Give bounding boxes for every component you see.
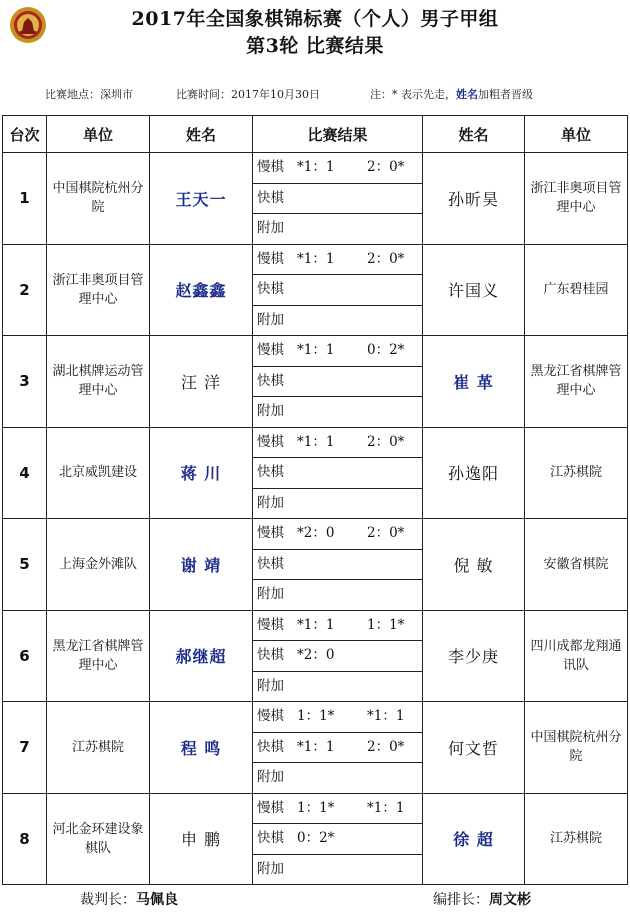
unit-right: 江苏棋院 [525, 427, 628, 519]
score-second: *1：1 [367, 799, 405, 816]
game-type-label: 慢棋 [257, 708, 284, 724]
legend-note: 注：* 表示先走，姓名加粗者晋级 [370, 88, 533, 101]
game-type-label: 附加 [257, 403, 284, 419]
player-right: 崔 革 [423, 336, 525, 428]
result-line [253, 275, 422, 306]
result-line [253, 428, 422, 459]
unit-left: 黑龙江省棋牌管理中心 [47, 610, 150, 702]
table-row [3, 610, 628, 702]
game-type-label: 慢棋 [257, 159, 284, 175]
result-line [253, 550, 422, 581]
header-name-left: 姓名 [150, 116, 253, 153]
game-type-label: 附加 [257, 586, 284, 602]
score-first: *2：0 [297, 525, 335, 541]
unit-left: 江苏棋院 [47, 702, 150, 794]
score-second: 2：0* [367, 738, 405, 755]
result-cell [253, 702, 423, 794]
game-type-label: 附加 [257, 769, 284, 785]
score-first: 1：1* [297, 799, 335, 816]
table-row [3, 519, 628, 611]
board-number: 6 [3, 610, 47, 702]
header-unit-left: 单位 [47, 116, 150, 153]
game-type-label: 快棋 [257, 555, 284, 572]
chief-referee: 裁判长：马佩良 [80, 892, 178, 908]
score-first: 1：1* [297, 708, 335, 724]
result-line [253, 214, 422, 244]
result-line [253, 397, 422, 427]
player-left: 赵鑫鑫 [150, 244, 253, 336]
score-second: 2：0* [367, 525, 405, 541]
game-type-label: 快棋 [257, 189, 284, 206]
header-unit-right: 单位 [525, 116, 628, 153]
score-second: 1：1* [367, 616, 405, 633]
chief-scheduler: 编排长：周文彬 [433, 892, 531, 908]
board-number: 4 [3, 427, 47, 519]
result-line [253, 336, 422, 367]
result-line [253, 855, 422, 885]
table-row [3, 153, 628, 245]
player-left: 汪 洋 [150, 336, 253, 428]
unit-right: 广东碧桂园 [525, 244, 628, 336]
game-type-label: 快棋 [257, 830, 284, 846]
game-type-label: 快棋 [257, 647, 284, 663]
game-type-label: 慢棋 [257, 342, 284, 358]
result-line [253, 641, 422, 672]
board-number: 1 [3, 153, 47, 245]
table-row [3, 702, 628, 794]
player-right: 何文哲 [423, 702, 525, 794]
header-board: 台次 [3, 116, 47, 153]
result-line [253, 763, 422, 793]
unit-right: 浙江非奥项目管理中心 [525, 153, 628, 245]
player-left: 谢 靖 [150, 519, 253, 611]
game-type-label: 慢棋 [257, 799, 284, 816]
header-name-right: 姓名 [423, 116, 525, 153]
player-left: 申 鹏 [150, 793, 253, 885]
results-table [2, 115, 628, 885]
score-second: *1：1 [367, 708, 405, 724]
table-row [3, 793, 628, 885]
game-type-label: 快棋 [257, 281, 284, 297]
score-first: *1：1 [297, 616, 335, 633]
game-type-label: 附加 [257, 311, 284, 328]
score-second: 2：0* [367, 433, 405, 450]
score-second: 0：2* [367, 342, 405, 358]
player-right: 徐 超 [423, 793, 525, 885]
result-line [253, 824, 422, 855]
board-number: 8 [3, 793, 47, 885]
game-type-label: 慢棋 [257, 616, 284, 633]
player-right: 李少庚 [423, 610, 525, 702]
table-row [3, 427, 628, 519]
header-result: 比赛结果 [253, 116, 423, 153]
table-header-row [3, 116, 628, 153]
result-line [253, 306, 422, 336]
board-number: 3 [3, 336, 47, 428]
game-type-label: 慢棋 [257, 433, 284, 450]
game-type-label: 附加 [257, 677, 284, 694]
time-info: 比赛时间：2017年10月30日 [176, 88, 320, 101]
board-number: 5 [3, 519, 47, 611]
result-line [253, 458, 422, 489]
score-first: 0：2* [297, 830, 335, 846]
player-left: 郝继超 [150, 610, 253, 702]
venue-info: 比赛地点：深圳市 [45, 88, 133, 101]
unit-right: 中国棋院杭州分院 [525, 702, 628, 794]
score-first: *2：0 [297, 647, 335, 663]
result-line [253, 184, 422, 215]
result-cell [253, 610, 423, 702]
result-line [253, 519, 422, 550]
game-type-label: 附加 [257, 220, 284, 236]
game-type-label: 快棋 [257, 738, 284, 755]
unit-left: 河北金环建设象棋队 [47, 793, 150, 885]
game-type-label: 附加 [257, 494, 284, 511]
unit-left: 湖北棋牌运动管理中心 [47, 336, 150, 428]
score-first: *1：1 [297, 738, 335, 755]
score-second: 2：0* [367, 159, 405, 175]
score-first: *1：1 [297, 159, 335, 175]
page-title: 2017年全国象棋锦标赛（个人）男子甲组 [131, 8, 499, 30]
result-line [253, 794, 422, 825]
score-first: *1：1 [297, 433, 335, 450]
player-left: 程 鸣 [150, 702, 253, 794]
player-right: 许国义 [423, 244, 525, 336]
result-line [253, 580, 422, 610]
result-line [253, 611, 422, 642]
unit-left: 北京威凯建设 [47, 427, 150, 519]
result-cell [253, 427, 423, 519]
table-row [3, 244, 628, 336]
game-type-label: 慢棋 [257, 525, 284, 541]
result-cell [253, 153, 423, 245]
result-line [253, 489, 422, 519]
player-right: 孙昕昊 [423, 153, 525, 245]
result-cell [253, 519, 423, 611]
result-line [253, 153, 422, 184]
result-line [253, 733, 422, 764]
score-first: *1：1 [297, 250, 335, 267]
unit-right: 江苏棋院 [525, 793, 628, 885]
unit-right: 黑龙江省棋牌管理中心 [525, 336, 628, 428]
board-number: 7 [3, 702, 47, 794]
game-type-label: 慢棋 [257, 250, 284, 267]
result-cell [253, 336, 423, 428]
player-right: 孙逸阳 [423, 427, 525, 519]
round-title: 第3轮 比赛结果 [246, 35, 384, 57]
player-right: 倪 敏 [423, 519, 525, 611]
unit-left: 中国棋院杭州分院 [47, 153, 150, 245]
game-type-label: 附加 [257, 860, 284, 877]
unit-right: 安徽省棋院 [525, 519, 628, 611]
result-line [253, 245, 422, 276]
player-left: 蒋 川 [150, 427, 253, 519]
result-line [253, 672, 422, 702]
unit-right: 四川成都龙翔通讯队 [525, 610, 628, 702]
unit-left: 浙江非奥项目管理中心 [47, 244, 150, 336]
result-cell [253, 244, 423, 336]
score-first: *1：1 [297, 342, 335, 358]
result-line [253, 702, 422, 733]
result-cell [253, 793, 423, 885]
score-second: 2：0* [367, 250, 405, 267]
unit-left: 上海金外滩队 [47, 519, 150, 611]
game-type-label: 快棋 [257, 464, 284, 480]
table-row [3, 336, 628, 428]
player-left: 王天一 [150, 153, 253, 245]
board-number: 2 [3, 244, 47, 336]
result-line [253, 367, 422, 398]
game-type-label: 快棋 [257, 372, 284, 389]
